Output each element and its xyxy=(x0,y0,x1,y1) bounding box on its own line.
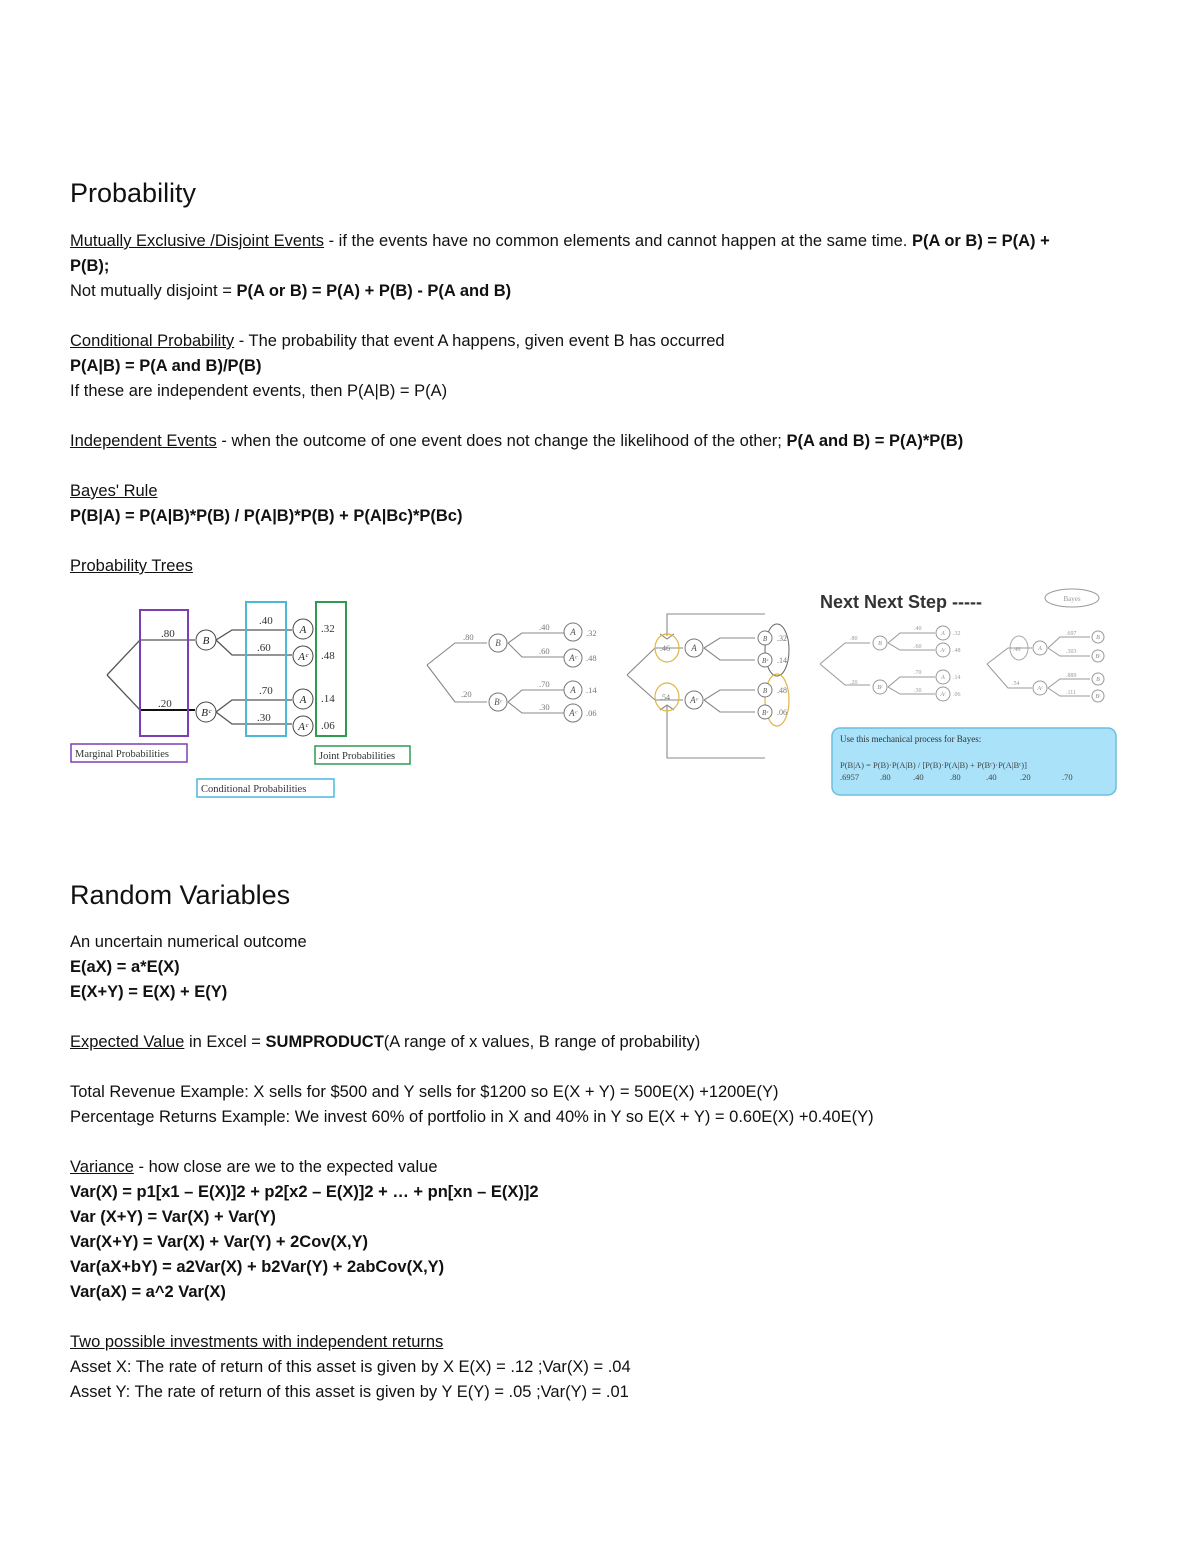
bayes-formula: P(B|A) = P(A|B)*P(B) / P(A|B)*P(B) + P(A|Bc)*P(Bc) xyxy=(70,507,463,525)
tree2-cond-0: .40 xyxy=(539,622,550,632)
tree4-node-a-1-label: Aᶜ xyxy=(940,648,946,654)
tree3-joint-1: .14 xyxy=(777,656,787,665)
conditional-formula: P(A|B) = P(A and B)/P(B) xyxy=(70,357,262,375)
variance-desc: - how close are we to the expected value xyxy=(133,1158,438,1176)
independent-term: Independent Events xyxy=(70,432,217,450)
variance-formula-5: Var(aX) = a^2 Var(X) xyxy=(70,1283,226,1301)
tree4-node-bc-label: Bᶜ xyxy=(877,685,883,691)
tree1-marginal-1: .20 xyxy=(158,698,172,710)
tree4-node-a-3-label: Aᶜ xyxy=(940,692,946,698)
tree5-cond-2: .889 xyxy=(1066,673,1077,679)
tree5-cond-0: .697 xyxy=(1066,631,1077,637)
tree4-joint-1: .48 xyxy=(953,648,961,654)
tree3-node-ac-label: Aᶜ xyxy=(690,695,698,705)
tree2-cond-3: .30 xyxy=(539,702,550,712)
tree1-joint-2: .14 xyxy=(321,693,335,705)
variance-formula-5-line xyxy=(70,1280,226,1305)
tree2-joint-1: .48 xyxy=(586,653,597,663)
tree4-value-5: .30 xyxy=(914,688,922,694)
variance-formula-2-line xyxy=(70,1205,276,1230)
bayes-box-value-6: .70 xyxy=(1062,772,1073,782)
mutually-exclusive-formula-end: P(B); xyxy=(70,257,110,275)
tree4-value-2: .40 xyxy=(914,626,922,632)
not-disjoint-formula: P(A or B) = P(A) + P(B) - P(A and B) xyxy=(236,282,512,300)
tree2-node-a-0-label: A xyxy=(570,627,576,637)
variance-formula-4-line xyxy=(70,1255,444,1280)
tree2-cond-1: .60 xyxy=(539,646,550,656)
tree5-node-ac-label: Aᶜ xyxy=(1037,686,1043,692)
tree1-node-b-label: B xyxy=(202,635,210,647)
sumproduct-func: SUMPRODUCT xyxy=(265,1033,384,1051)
tree3-node-b-3-label: Bᶜ xyxy=(761,709,769,717)
tree3-joint-3: .06 xyxy=(777,708,787,717)
tree3-marginal-1: .54 xyxy=(660,693,670,702)
sumproduct-args: (A range of x values, B range of probability) xyxy=(383,1033,701,1051)
expected-value-term: Expected Value xyxy=(70,1033,185,1051)
mutually-exclusive-term: Mutually Exclusive /Disjoint Events xyxy=(70,232,325,250)
tree3-node-b-0-label: B xyxy=(762,635,768,643)
tree1-node-a-0-label: A xyxy=(299,624,307,636)
rv-formula-2: E(X+Y) = E(X) + E(Y) xyxy=(70,983,228,1001)
tree2-joint-2: .14 xyxy=(586,685,597,695)
joint-label: Joint Probabilities xyxy=(319,751,396,762)
excel-mid: in Excel = xyxy=(184,1033,266,1051)
tree3-lines xyxy=(627,614,765,758)
excel-line xyxy=(70,1030,700,1055)
tree3-joint-0: .32 xyxy=(777,634,787,643)
tree1-cond-3: .30 xyxy=(257,712,271,724)
bayes-box-value-2: .40 xyxy=(913,772,924,782)
marginal-label: Marginal Probabilities xyxy=(75,749,170,760)
bayes-box-value-1: .80 xyxy=(880,772,891,782)
tree2-node-a-2-label: A xyxy=(570,685,576,695)
tree1-node-a-3-label: Aᶜ xyxy=(298,721,308,733)
variance-formula-4: Var(aX+bY) = a2Var(X) + b2Var(Y) + 2abCov(X,Y) xyxy=(70,1258,445,1276)
tree2-cond-2: .70 xyxy=(539,679,550,689)
tree1-marginal-0: .80 xyxy=(161,628,175,640)
tree4-node-a-0-label: A xyxy=(941,631,945,637)
conditional-term: Conditional Probability xyxy=(70,332,235,350)
tree3-marginal-0: .46 xyxy=(660,644,670,653)
tree2-marginal-1: .20 xyxy=(461,689,472,699)
asset-y-line: Asset Y: The rate of return of this asset is given by Y E(Y) = .05 ;Var(Y) = .01 xyxy=(70,1383,629,1401)
tree5-cond-1: .303 xyxy=(1066,649,1077,655)
tree5-node-b-3-label: Bᶜ xyxy=(1095,694,1101,700)
tree5-node-b-0-label: B xyxy=(1096,635,1100,641)
tree4-node-b-label: B xyxy=(878,641,882,647)
next-step-label: Next Next Step ----- xyxy=(820,592,983,612)
tree4-value-0: .80 xyxy=(850,636,858,642)
revenue-example: Total Revenue Example: X sells for $500 and Y sells for $1200 so E(X + Y) = 500E(X) +1200E(Y) xyxy=(70,1083,779,1101)
independent-desc: - when the outcome of one event does not change the likelihood of the other; xyxy=(216,432,787,450)
rv-formula-1-line xyxy=(70,955,180,980)
conditional-desc: - The probability that event A happens, given event B has occurred xyxy=(234,332,725,350)
variance-term: Variance xyxy=(70,1158,134,1176)
tree2-node-a-3-label: Aᶜ xyxy=(569,708,577,718)
tree3-node-b-2-label: B xyxy=(762,687,768,695)
tree1-cond-0: .40 xyxy=(259,615,273,627)
tree4-joint-2: .14 xyxy=(953,675,961,681)
variance-formula-2: Var (X+Y) = Var(X) + Var(Y) xyxy=(70,1208,276,1226)
variance-formula-3: Var(X+Y) = Var(X) + Var(Y) + 2Cov(X,Y) xyxy=(70,1233,369,1251)
bayes-box-value-5: .20 xyxy=(1020,772,1031,782)
tree1-joint-0: .32 xyxy=(321,623,335,635)
tree5-node-b-2-label: B xyxy=(1096,677,1100,683)
tree4-joint-3: .06 xyxy=(953,692,961,698)
bayes-box-value-4: .40 xyxy=(986,772,997,782)
tree5-marginal-1: .54 xyxy=(1012,681,1020,687)
variance-formula-1-line xyxy=(70,1180,539,1205)
random-variables-heading: Random Variables xyxy=(70,880,291,910)
rv-formula-1: E(aX) = a*E(X) xyxy=(70,958,180,976)
mutually-exclusive-desc: - if the events have no common elements and cannot happen at the same time. xyxy=(324,232,912,250)
tree4-node-a-2-label: A xyxy=(941,675,945,681)
asset-x-line: Asset X: The rate of return of this asset is given by X E(X) = .12 ;Var(X) = .04 xyxy=(70,1358,631,1376)
variance-formula-3-line xyxy=(70,1230,368,1255)
mutually-exclusive-formula: P(A or B) = P(A) + xyxy=(911,232,1050,250)
rv-formula-2-line xyxy=(70,980,227,1005)
tree4-value-3: .60 xyxy=(914,644,922,650)
tree4-joint-0: .32 xyxy=(953,631,961,637)
tree3-node-a-label: A xyxy=(691,643,697,653)
tree4-value-1: .20 xyxy=(850,680,858,686)
tree2-marginal-0: .80 xyxy=(463,632,474,642)
returns-example: Percentage Returns Example: We invest 60% of portfolio in X and 40% in Y so E(X + Y) = 0.60E(X) +0.40E(Y) xyxy=(70,1108,874,1126)
tree1-joint-1: .48 xyxy=(321,650,335,662)
tree5-node-b-1-label: Bᶜ xyxy=(1095,654,1101,660)
tree1-node-a-1-label: Aᶜ xyxy=(298,651,308,663)
tree2-node-a-1-label: Aᶜ xyxy=(569,653,577,663)
probability-heading: Probability xyxy=(70,178,197,208)
independent-formula: P(A and B) = P(A)*P(B) xyxy=(786,432,964,450)
tree3-joint-2: .48 xyxy=(777,686,787,695)
tree3-node-b-1-label: Bᶜ xyxy=(761,657,769,665)
conditional-note: If these are independent events, then P(A|B) = P(A) xyxy=(70,382,448,400)
not-disjoint-label: Not mutually disjoint = xyxy=(70,282,237,300)
tree1-node-a-2-label: A xyxy=(299,694,307,706)
rv-intro: An uncertain numerical outcome xyxy=(70,933,307,951)
tree5-marginal-0: .46 xyxy=(1013,647,1021,653)
tree5-cond-3: .111 xyxy=(1066,690,1077,696)
conditional-label: Conditional Probabilities xyxy=(201,784,307,795)
tree1-joint-3: .06 xyxy=(321,720,335,732)
next-step-bubble-label: Bayes xyxy=(1063,595,1081,603)
bayes-box-value-0: .6957 xyxy=(840,772,860,782)
tree2-joint-0: .32 xyxy=(586,628,597,638)
bayes-box-title: Use this mechanical process for Bayes: xyxy=(840,734,982,744)
variance-line xyxy=(70,1155,438,1180)
tree4-value-4: .70 xyxy=(914,670,922,676)
variance-formula-1: Var(X) = p1[x1 – E(X)]2 + p2[x2 – E(X)]2 + … + pn[xn – E(X)]2 xyxy=(70,1183,539,1201)
tree1-cond-2: .70 xyxy=(259,685,273,697)
probability-trees-term: Probability Trees xyxy=(70,557,193,575)
tree2-joint-3: .06 xyxy=(586,708,597,718)
bayes-term: Bayes' Rule xyxy=(70,482,158,500)
bayes-box-value-3: .80 xyxy=(950,772,961,782)
tree5-node-a-label: A xyxy=(1038,646,1042,652)
tree2-node-b-label: B xyxy=(495,638,501,648)
tree1-cond-1: .60 xyxy=(257,642,271,654)
tree1-node-bc-label: Bᶜ xyxy=(201,707,211,719)
investments-term: Two possible investments with independent returns xyxy=(70,1333,444,1351)
bayes-box-formula: P(B|A) = P(B)·P(A|B) / [P(B)·P(A|B) + P(Bᶜ)·P(A|Bᶜ)] xyxy=(840,760,1027,770)
tree2-node-bc-label: Bᶜ xyxy=(494,697,502,707)
